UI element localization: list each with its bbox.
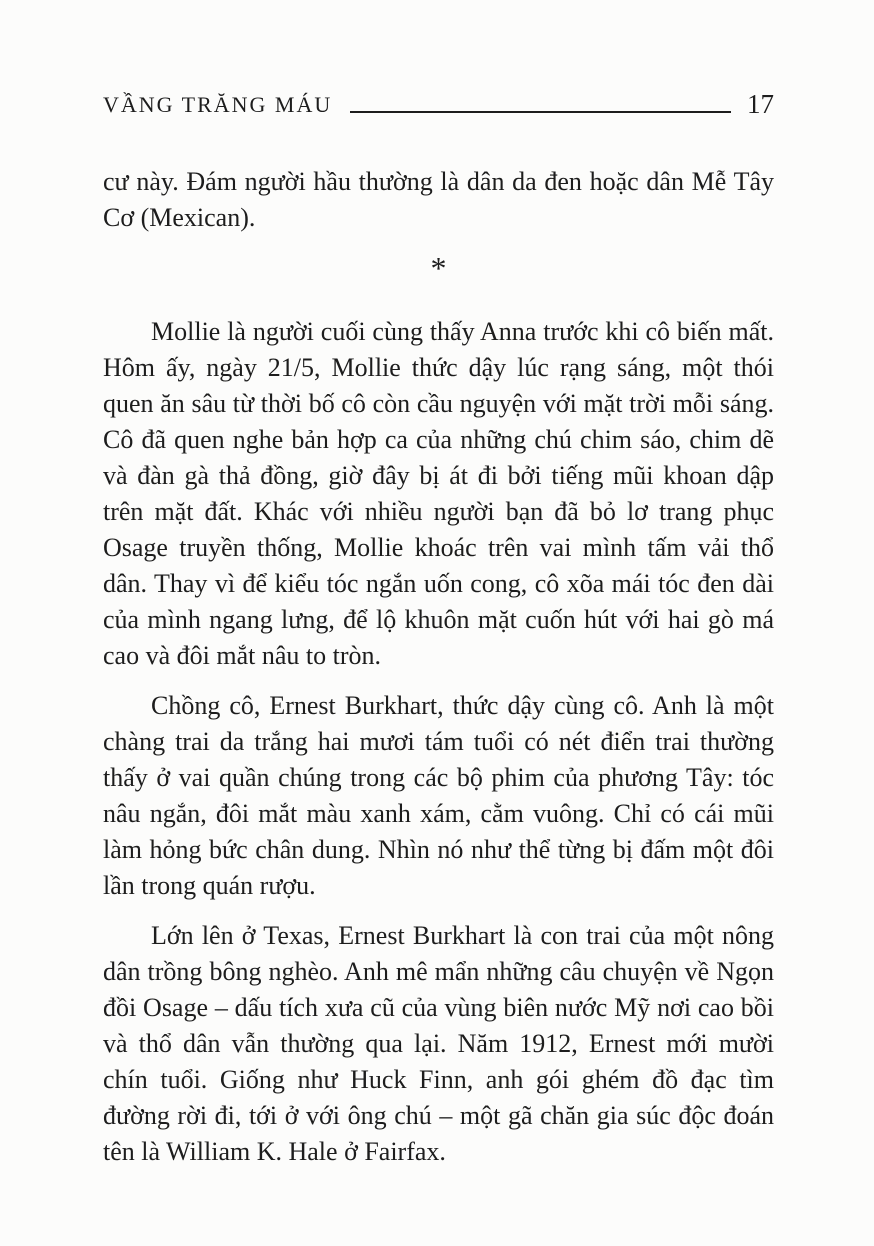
section-separator-asterisk: * — [430, 250, 447, 286]
paragraph-ernest-description: Chồng cô, Ernest Burkhart, thức dậy cùng cô. Anh là một chàng trai da trắng hai mươi tám tuổi có nét điển trai thường thấy ở vai quần chúng trong các bộ phim của phương Tây: tóc nâu ngắn, đôi mắt màu xanh xám, cằm vuông. Chỉ có cái mũi làm hỏng bức chân dung. Nhìn nó như thể từng bị đấm một đôi lần trong quán rượu. — [103, 691, 774, 900]
page-number: 17 — [747, 89, 774, 119]
paragraph-continuation: cư này. Đám người hầu thường là dân da đen hoặc dân Mễ Tây Cơ (Mexican). — [103, 167, 774, 232]
page-header — [103, 88, 774, 118]
running-title: VẦNG TRĂNG MÁU — [103, 92, 333, 117]
paragraph-mollie: Mollie là người cuối cùng thấy Anna trước khi cô biến mất. Hôm ấy, ngày 21/5, Mollie thức dậy lúc rạng sáng, một thói quen ăn sâu từ thời bố cô còn cầu nguyện với mặt trời mỗi sáng. Cô đã quen nghe bản hợp ca của những chú chim sáo, chim dẽ và đàn gà thả đồng, giờ đây bị át đi bởi tiếng mũi khoan dập trên mặt đất. Khác với nhiều người bạn đã bỏ lơ trang phục Osage truyền thống, Mollie khoác trên vai mình tấm vải thổ dân. Thay vì để kiểu tóc ngắn uốn cong, cô xõa mái tóc đen dài của mình ngang lưng, để lộ khuôn mặt cuốn hút với hai gò má cao và đôi mắt nâu to tròn. — [103, 317, 774, 670]
paragraph-ernest-texas: Lớn lên ở Texas, Ernest Burkhart là con trai của một nông dân trồng bông nghèo. Anh mê mẩn những câu chuyện về Ngọn đồi Osage – dấu tích xưa cũ của vùng biên nước Mỹ nơi cao bồi và thổ dân vẫn thường qua lại. Năm 1912, Ernest mới mười chín tuổi. Giống như Huck Finn, anh gói ghém đồ đạc tìm đường rời đi, tới ở với ông chú – một gã chăn gia súc độc đoán tên là William K. Hale ở Fairfax. — [103, 921, 774, 1166]
header-rule — [350, 111, 731, 113]
page-body — [103, 164, 774, 1170]
